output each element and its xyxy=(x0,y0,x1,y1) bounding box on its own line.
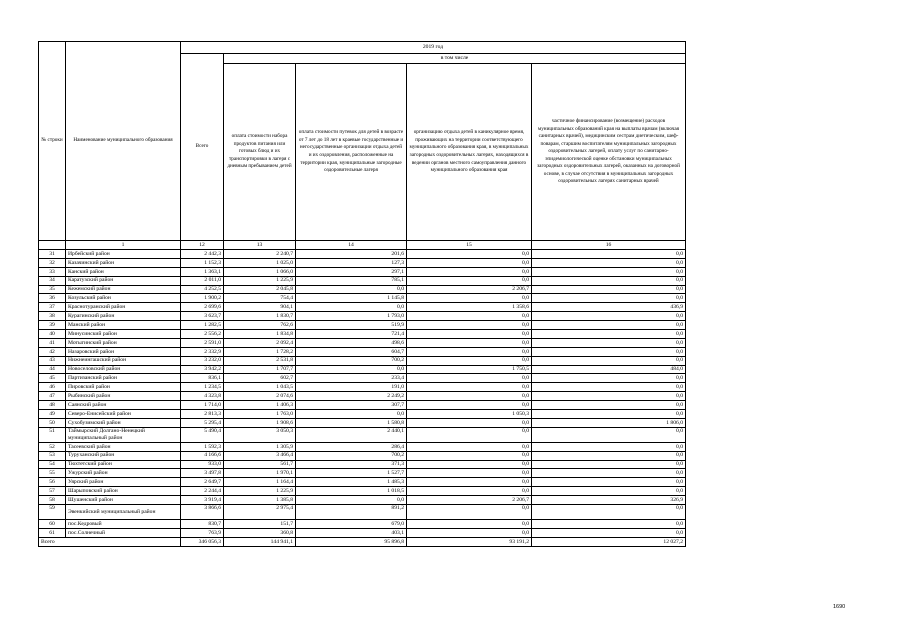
cell-col-14: 201,6 xyxy=(296,250,407,259)
table-row xyxy=(39,460,686,469)
cell-col-16: 0,0 xyxy=(532,442,686,451)
cell-col-15: 0,0 xyxy=(407,267,532,276)
table-row xyxy=(39,285,686,294)
cell-row-number: 35 xyxy=(39,285,66,294)
cell-col-14: 127,3 xyxy=(296,258,407,267)
colnum-14: 14 xyxy=(296,241,407,250)
cell-col-13: 1 406,3 xyxy=(224,401,296,410)
cell-total: 5 295,4 xyxy=(181,418,224,427)
cell-col-15: 0,0 xyxy=(407,487,532,496)
cell-col-15: 0,0 xyxy=(407,401,532,410)
cell-row-number: 45 xyxy=(39,374,66,383)
cell-municipality-name: Каратузский район xyxy=(66,276,181,285)
table-row xyxy=(39,487,686,496)
colnum-15: 15 xyxy=(407,241,532,250)
cell-col-14: 0,0 xyxy=(296,496,407,505)
header-col-13: оплата стоимости набора продуктов питания или готовых блюд и их транспортировки в лагеря с дневным пребыванием детей xyxy=(224,64,296,241)
cell-total: 2 332,9 xyxy=(181,347,224,356)
cell-col-15: 0,0 xyxy=(407,505,532,520)
cell-col-13: 602,7 xyxy=(224,374,296,383)
cell-col-13: 360,8 xyxy=(224,528,296,537)
cell-col-14: 785,1 xyxy=(296,276,407,285)
cell-municipality-name: Курагинский район xyxy=(66,312,181,321)
cell-row-number: 56 xyxy=(39,478,66,487)
table-body xyxy=(39,250,686,538)
cell-col-14: 1 145,8 xyxy=(296,294,407,303)
cell-col-14: 403,1 xyxy=(296,528,407,537)
cell-total: 4 252,5 xyxy=(181,285,224,294)
cell-col-16: 0,0 xyxy=(532,347,686,356)
cell-col-14: 1 793,0 xyxy=(296,312,407,321)
cell-col-16: 0,0 xyxy=(532,392,686,401)
cell-col-16: 0,0 xyxy=(532,258,686,267)
header-col-14: оплата стоимости путевок для детей в возрасте от 7 лет до 18 лет в краевые государственные и негосударственные организации отдыха детей и их оздоровления, расположенные на территории края, муниципальные загородные оздоровительные лагеря xyxy=(296,64,407,241)
colnum-1: 1 xyxy=(66,241,181,250)
cell-municipality-name: Саянский район xyxy=(66,401,181,410)
cell-col-16: 0,0 xyxy=(532,528,686,537)
cell-total: 2 649,7 xyxy=(181,478,224,487)
cell-col-13: 561,7 xyxy=(224,460,296,469)
cell-col-16: 436,9 xyxy=(532,303,686,312)
table-row xyxy=(39,356,686,365)
cell-total: 5 490,4 xyxy=(181,427,224,442)
cell-total: 4 166,6 xyxy=(181,451,224,460)
cell-municipality-name: Тасеевский район xyxy=(66,442,181,451)
cell-col-16: 0,0 xyxy=(532,469,686,478)
cell-row-number: 34 xyxy=(39,276,66,285)
cell-total: 2 699,6 xyxy=(181,303,224,312)
cell-col-13: 904,1 xyxy=(224,303,296,312)
cell-col-14: 721,4 xyxy=(296,330,407,339)
cell-col-15: 0,0 xyxy=(407,469,532,478)
cell-row-number: 57 xyxy=(39,487,66,496)
cell-row-number: 38 xyxy=(39,312,66,321)
cell-municipality-name: Назаровский район xyxy=(66,347,181,356)
cell-row-number: 31 xyxy=(39,250,66,259)
cell-row-number: 42 xyxy=(39,347,66,356)
colnum-16: 16 xyxy=(532,241,686,250)
cell-municipality-name: Ирбейский район xyxy=(66,250,181,259)
table-row xyxy=(39,469,686,478)
cell-col-14: 191,0 xyxy=(296,383,407,392)
cell-col-15: 1 050,3 xyxy=(407,410,532,419)
cell-row-number: 54 xyxy=(39,460,66,469)
cell-municipality-name: Кежемский район xyxy=(66,285,181,294)
cell-col-16: 0,0 xyxy=(532,356,686,365)
cell-col-13: 1 164,4 xyxy=(224,478,296,487)
cell-col-15: 0,0 xyxy=(407,338,532,347)
cell-col-13: 1 707,7 xyxy=(224,365,296,374)
cell-row-number: 32 xyxy=(39,258,66,267)
cell-total: 3 866,6 xyxy=(181,505,224,520)
cell-total: 3 232,0 xyxy=(181,356,224,365)
cell-row-number: 61 xyxy=(39,528,66,537)
cell-col-13: 1 225,9 xyxy=(224,487,296,496)
budget-table xyxy=(38,41,686,547)
cell-row-number: 36 xyxy=(39,294,66,303)
cell-col-14: 0,0 xyxy=(296,365,407,374)
cell-municipality-name: Сухобузимский район xyxy=(66,418,181,427)
totals-total: 346 056,3 xyxy=(181,537,224,546)
header-year: 2019 год xyxy=(181,42,686,54)
cell-col-13: 1 834,8 xyxy=(224,330,296,339)
cell-col-13: 1 385,8 xyxy=(224,496,296,505)
cell-col-16: 0,0 xyxy=(532,338,686,347)
cell-col-15: 0,0 xyxy=(407,250,532,259)
cell-col-16: 0,0 xyxy=(532,451,686,460)
cell-municipality-name: Тюхтетский район xyxy=(66,460,181,469)
cell-col-14: 604,7 xyxy=(296,347,407,356)
table-row xyxy=(39,442,686,451)
cell-col-13: 1 728,2 xyxy=(224,347,296,356)
cell-row-number: 51 xyxy=(39,427,66,442)
colnum-row-number-blank xyxy=(39,241,66,250)
cell-col-13: 1 225,9 xyxy=(224,276,296,285)
cell-col-16: 0,0 xyxy=(532,427,686,442)
table-row xyxy=(39,528,686,537)
cell-col-13: 1 763,0 xyxy=(224,410,296,419)
table-row xyxy=(39,276,686,285)
cell-col-14: 297,1 xyxy=(296,267,407,276)
cell-col-16: 0,0 xyxy=(532,294,686,303)
cell-total: 933,0 xyxy=(181,460,224,469)
table-row xyxy=(39,250,686,259)
cell-municipality-name: Партизанский район xyxy=(66,374,181,383)
cell-col-13: 1 970,1 xyxy=(224,469,296,478)
header-col-15: организацию отдыха детей в каникулярное время, проживающих на территории соответствующего муниципального образования края, в муниципальных загородных оздоровительных лагерях, находящихся в ведении органов местного самоуправления данного муниципального образования края xyxy=(407,64,532,241)
cell-col-14: 700,2 xyxy=(296,451,407,460)
cell-row-number: 53 xyxy=(39,451,66,460)
cell-total: 1 363,1 xyxy=(181,267,224,276)
cell-col-13: 2 975,4 xyxy=(224,505,296,520)
cell-total: 3 942,2 xyxy=(181,365,224,374)
cell-col-16: 0,0 xyxy=(532,285,686,294)
cell-municipality-name: Краснотуранский район xyxy=(66,303,181,312)
cell-col-14: 891,2 xyxy=(296,505,407,520)
table-row xyxy=(39,427,686,442)
cell-total: 830,7 xyxy=(181,520,224,529)
cell-col-15: 0,0 xyxy=(407,451,532,460)
cell-col-15: 0,0 xyxy=(407,383,532,392)
cell-row-number: 47 xyxy=(39,392,66,401)
cell-col-13: 1 066,0 xyxy=(224,267,296,276)
cell-total: 836,1 xyxy=(181,374,224,383)
cell-municipality-name: Шушенский район xyxy=(66,496,181,505)
cell-row-number: 52 xyxy=(39,442,66,451)
cell-col-13: 754,4 xyxy=(224,294,296,303)
cell-col-15: 2 206,7 xyxy=(407,285,532,294)
cell-col-14: 233,4 xyxy=(296,374,407,383)
cell-col-13: 2 074,6 xyxy=(224,392,296,401)
cell-row-number: 55 xyxy=(39,469,66,478)
cell-col-13: 762,6 xyxy=(224,321,296,330)
cell-col-14: 498,6 xyxy=(296,338,407,347)
cell-municipality-name: пос.Кедровый xyxy=(66,520,181,529)
cell-col-15: 0,0 xyxy=(407,356,532,365)
cell-col-15: 0,0 xyxy=(407,321,532,330)
cell-col-14: 0,0 xyxy=(296,285,407,294)
cell-col-15: 0,0 xyxy=(407,312,532,321)
cell-col-14: 519,9 xyxy=(296,321,407,330)
cell-col-16: 0,0 xyxy=(532,410,686,419)
cell-col-13: 2 240,7 xyxy=(224,250,296,259)
cell-col-15: 0,0 xyxy=(407,374,532,383)
cell-row-number: 41 xyxy=(39,338,66,347)
cell-municipality-name: Рыбинский район xyxy=(66,392,181,401)
table-row xyxy=(39,410,686,419)
cell-col-16: 0,0 xyxy=(532,250,686,259)
cell-total: 2 813,3 xyxy=(181,410,224,419)
cell-municipality-name: Пировский район xyxy=(66,383,181,392)
cell-col-13: 2 092,4 xyxy=(224,338,296,347)
header-col-16: частичное финансирование (возмещение) расходов муниципальных образований края на выплаты врачам (включая санитарных врачей), медицинским сестрам диетическим, шеф-поварам, старшим воспитателям муниципальных загородных оздоровительных лагерей, оплату услуг по санитарно-эпидемиологической оценке обстановки муниципальных загородных оздоровительных лагерей, оказанных на договорной основе, в случае отсутствия в муниципальных загородных оздоровительных лагерях санитарных врачей xyxy=(532,64,686,241)
cell-total: 4 323,8 xyxy=(181,392,224,401)
cell-col-14: 286,4 xyxy=(296,442,407,451)
cell-col-15: 0,0 xyxy=(407,294,532,303)
cell-col-14: 0,0 xyxy=(296,410,407,419)
cell-total: 1 900,2 xyxy=(181,294,224,303)
cell-col-14: 1 018,5 xyxy=(296,487,407,496)
table-row xyxy=(39,347,686,356)
cell-municipality-name: Новоселовский район xyxy=(66,365,181,374)
cell-col-13: 3 466,4 xyxy=(224,451,296,460)
totals-row xyxy=(39,537,686,546)
header-including: в том числе xyxy=(224,54,686,64)
colnum-12: 12 xyxy=(181,241,224,250)
cell-municipality-name: Эвенкийский муниципальный район xyxy=(66,505,181,520)
cell-col-14: 371,3 xyxy=(296,460,407,469)
cell-row-number: 43 xyxy=(39,356,66,365)
table-row xyxy=(39,303,686,312)
table-row xyxy=(39,338,686,347)
totals-col-15: 93 191,2 xyxy=(407,537,532,546)
table-row xyxy=(39,330,686,339)
cell-col-16: 0,0 xyxy=(532,505,686,520)
table-row xyxy=(39,496,686,505)
cell-municipality-name: Ужурский район xyxy=(66,469,181,478)
cell-row-number: 33 xyxy=(39,267,66,276)
cell-col-15: 0,0 xyxy=(407,258,532,267)
cell-row-number: 46 xyxy=(39,383,66,392)
cell-col-15: 0,0 xyxy=(407,442,532,451)
cell-col-15: 0,0 xyxy=(407,392,532,401)
cell-total: 1 714,0 xyxy=(181,401,224,410)
cell-municipality-name: Манский район xyxy=(66,321,181,330)
cell-row-number: 44 xyxy=(39,365,66,374)
cell-col-16: 326,9 xyxy=(532,496,686,505)
totals-col-14: 95 896,8 xyxy=(296,537,407,546)
cell-col-16: 0,0 xyxy=(532,312,686,321)
header-total: Всего xyxy=(181,54,224,241)
cell-col-16: 0,0 xyxy=(532,321,686,330)
cell-col-15: 0,0 xyxy=(407,347,532,356)
cell-col-16: 0,0 xyxy=(532,276,686,285)
header-municipality-name: Наименование муниципального образования xyxy=(66,42,181,241)
cell-total: 1 592,3 xyxy=(181,442,224,451)
cell-municipality-name: Нижнеингашский район xyxy=(66,356,181,365)
cell-col-16: 0,0 xyxy=(532,374,686,383)
cell-total: 2 011,0 xyxy=(181,276,224,285)
cell-total: 2 442,3 xyxy=(181,250,224,259)
totals-col-16: 12 027,2 xyxy=(532,537,686,546)
cell-col-13: 1 043,5 xyxy=(224,383,296,392)
cell-col-14: 2 249,2 xyxy=(296,392,407,401)
cell-total: 2 244,4 xyxy=(181,487,224,496)
cell-col-13: 151,7 xyxy=(224,520,296,529)
table-row xyxy=(39,451,686,460)
cell-col-15: 1 750,5 xyxy=(407,365,532,374)
cell-municipality-name: Таймырский Долгано-Ненецкий муниципальный район xyxy=(66,427,181,442)
cell-municipality-name: Казачинский район xyxy=(66,258,181,267)
cell-col-16: 0,0 xyxy=(532,520,686,529)
cell-col-16: 484,0 xyxy=(532,365,686,374)
cell-col-14: 2 440,1 xyxy=(296,427,407,442)
cell-total: 1 152,3 xyxy=(181,258,224,267)
table-row xyxy=(39,312,686,321)
cell-municipality-name: Туруханский район xyxy=(66,451,181,460)
cell-col-15: 0,0 xyxy=(407,528,532,537)
cell-municipality-name: Мотыгинский район xyxy=(66,338,181,347)
cell-municipality-name: Минусинский район xyxy=(66,330,181,339)
table-row xyxy=(39,505,686,520)
cell-col-14: 700,2 xyxy=(296,356,407,365)
cell-col-15: 2 206,7 xyxy=(407,496,532,505)
cell-col-13: 2 045,8 xyxy=(224,285,296,294)
cell-row-number: 40 xyxy=(39,330,66,339)
cell-total: 763,9 xyxy=(181,528,224,537)
colnum-13: 13 xyxy=(224,241,296,250)
cell-col-16: 1 806,0 xyxy=(532,418,686,427)
cell-municipality-name: Северо-Енисейский район xyxy=(66,410,181,419)
table-row xyxy=(39,294,686,303)
cell-col-15: 0,0 xyxy=(407,418,532,427)
table-row xyxy=(39,392,686,401)
cell-col-14: 0,0 xyxy=(296,303,407,312)
header-row-number: № строки xyxy=(39,42,66,241)
table-row xyxy=(39,478,686,487)
cell-col-15: 0,0 xyxy=(407,427,532,442)
page-number: 1690 xyxy=(833,604,846,610)
cell-row-number: 50 xyxy=(39,418,66,427)
totals-label: Всего xyxy=(39,537,181,546)
cell-col-13: 1 830,7 xyxy=(224,312,296,321)
table-row xyxy=(39,383,686,392)
cell-col-16: 0,0 xyxy=(532,460,686,469)
cell-municipality-name: пос.Солнечный xyxy=(66,528,181,537)
cell-total: 2 591,0 xyxy=(181,338,224,347)
table-row xyxy=(39,267,686,276)
table-row xyxy=(39,418,686,427)
cell-municipality-name: Шарыповский район xyxy=(66,487,181,496)
cell-col-13: 2 531,8 xyxy=(224,356,296,365)
table-row xyxy=(39,258,686,267)
cell-col-15: 0,0 xyxy=(407,330,532,339)
cell-col-13: 1 025,0 xyxy=(224,258,296,267)
table-row xyxy=(39,374,686,383)
cell-col-16: 0,0 xyxy=(532,383,686,392)
table-row xyxy=(39,365,686,374)
cell-total: 3 919,4 xyxy=(181,496,224,505)
cell-col-16: 0,0 xyxy=(532,401,686,410)
cell-col-14: 307,7 xyxy=(296,401,407,410)
cell-col-16: 0,0 xyxy=(532,330,686,339)
cell-col-15: 0,0 xyxy=(407,460,532,469)
cell-row-number: 60 xyxy=(39,520,66,529)
cell-col-15: 0,0 xyxy=(407,520,532,529)
cell-row-number: 39 xyxy=(39,321,66,330)
table-row xyxy=(39,520,686,529)
cell-col-16: 0,0 xyxy=(532,478,686,487)
table-row xyxy=(39,401,686,410)
cell-row-number: 59 xyxy=(39,505,66,520)
cell-row-number: 37 xyxy=(39,303,66,312)
cell-total: 3 623,7 xyxy=(181,312,224,321)
cell-municipality-name: Козульский район xyxy=(66,294,181,303)
totals-col-13: 144 941,1 xyxy=(224,537,296,546)
cell-total: 1 234,5 xyxy=(181,383,224,392)
cell-col-14: 679,0 xyxy=(296,520,407,529)
cell-col-14: 1 580,8 xyxy=(296,418,407,427)
cell-col-16: 0,0 xyxy=(532,267,686,276)
cell-total: 3 497,8 xyxy=(181,469,224,478)
cell-col-15: 0,0 xyxy=(407,478,532,487)
cell-col-13: 3 050,3 xyxy=(224,427,296,442)
cell-col-14: 1 485,3 xyxy=(296,478,407,487)
cell-total: 2 556,2 xyxy=(181,330,224,339)
table-row xyxy=(39,321,686,330)
cell-col-13: 1 908,6 xyxy=(224,418,296,427)
cell-col-15: 0,0 xyxy=(407,276,532,285)
cell-row-number: 58 xyxy=(39,496,66,505)
cell-col-13: 1 305,9 xyxy=(224,442,296,451)
cell-row-number: 49 xyxy=(39,410,66,419)
cell-total: 1 282,5 xyxy=(181,321,224,330)
cell-col-16: 0,0 xyxy=(532,487,686,496)
cell-col-14: 1 527,7 xyxy=(296,469,407,478)
cell-col-15: 1 358,6 xyxy=(407,303,532,312)
cell-municipality-name: Канский район xyxy=(66,267,181,276)
cell-row-number: 48 xyxy=(39,401,66,410)
cell-municipality-name: Уярский район xyxy=(66,478,181,487)
